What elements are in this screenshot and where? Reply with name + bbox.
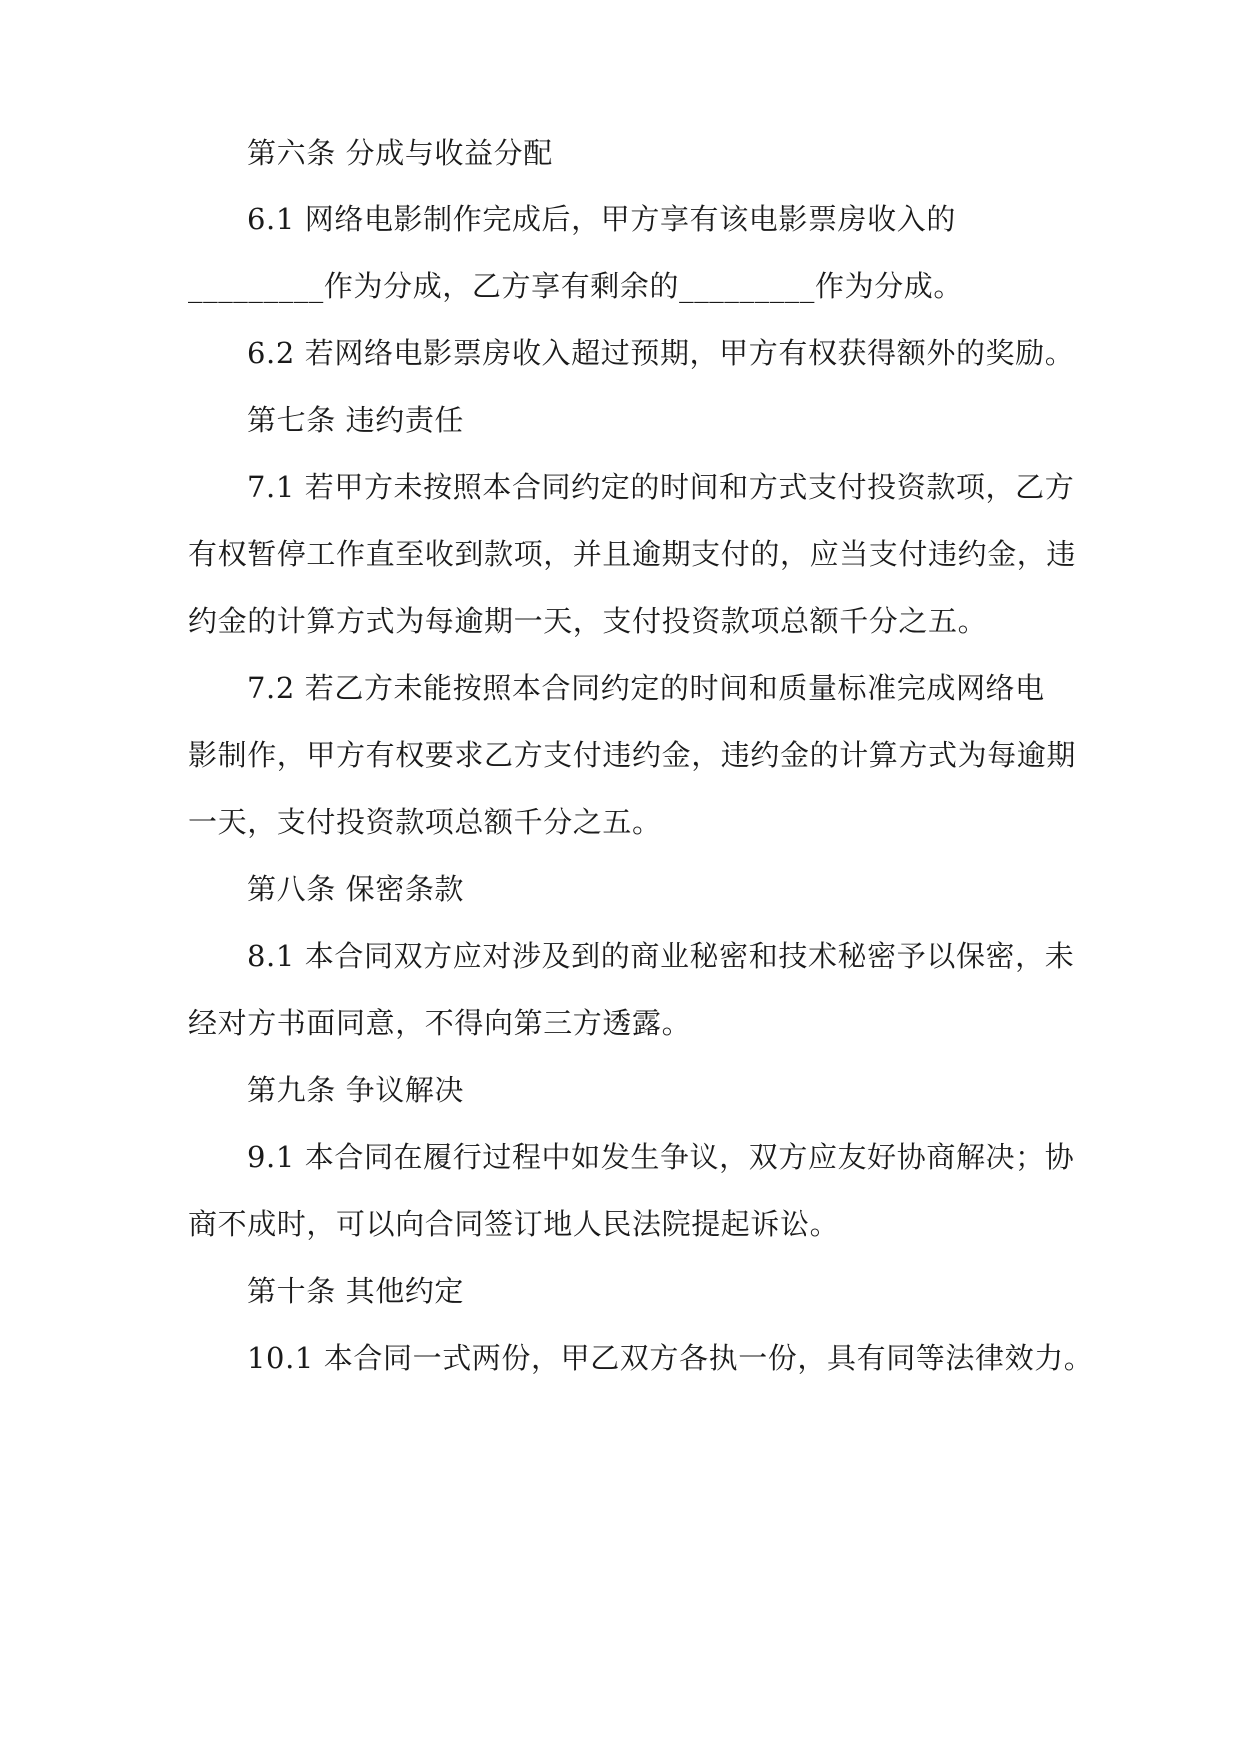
clause-6-2: 6.2 若网络电影票房收入超过预期，甲方有权获得额外的奖励。 — [247, 336, 1075, 370]
clause-7-2-line-1: 7.2 若乙方未能按照本合同约定的时间和质量标准完成网络电 — [247, 671, 1045, 705]
article-7-heading: 第七条 违约责任 — [247, 403, 465, 437]
clause-6-1-line-1: 6.1 网络电影制作完成后，甲方享有该电影票房收入的 — [247, 202, 956, 236]
clause-10-1: 10.1 本合同一式两份，甲乙双方各执一份，具有同等法律效力。 — [247, 1341, 1094, 1375]
clause-6-1-line-2: _________作为分成，乙方享有剩余的_________作为分成。 — [188, 269, 964, 303]
article-6-heading: 第六条 分成与收益分配 — [247, 136, 553, 170]
article-8-heading: 第八条 保密条款 — [247, 872, 465, 906]
clause-7-1-line-2: 有权暂停工作直至收到款项，并且逾期支付的，应当支付违约金，违 — [188, 537, 1077, 571]
clause-8-1-line-2: 经对方书面同意，不得向第三方透露。 — [188, 1006, 692, 1040]
clause-8-1-line-1: 8.1 本合同双方应对涉及到的商业秘密和技术秘密予以保密，未 — [247, 939, 1075, 973]
article-9-heading: 第九条 争议解决 — [247, 1073, 465, 1107]
clause-7-1-line-3: 约金的计算方式为每逾期一天，支付投资款项总额千分之五。 — [188, 604, 988, 638]
clause-7-2-line-3: 一天，支付投资款项总额千分之五。 — [188, 805, 662, 839]
article-10-heading: 第十条 其他约定 — [247, 1274, 465, 1308]
clause-9-1-line-2: 商不成时，可以向合同签订地人民法院提起诉讼。 — [188, 1207, 840, 1241]
clause-7-1-line-1: 7.1 若甲方未按照本合同约定的时间和方式支付投资款项，乙方 — [247, 470, 1075, 504]
clause-7-2-line-2: 影制作，甲方有权要求乙方支付违约金，违约金的计算方式为每逾期 — [188, 738, 1077, 772]
clause-9-1-line-1: 9.1 本合同在履行过程中如发生争议，双方应友好协商解决；协 — [247, 1140, 1075, 1174]
